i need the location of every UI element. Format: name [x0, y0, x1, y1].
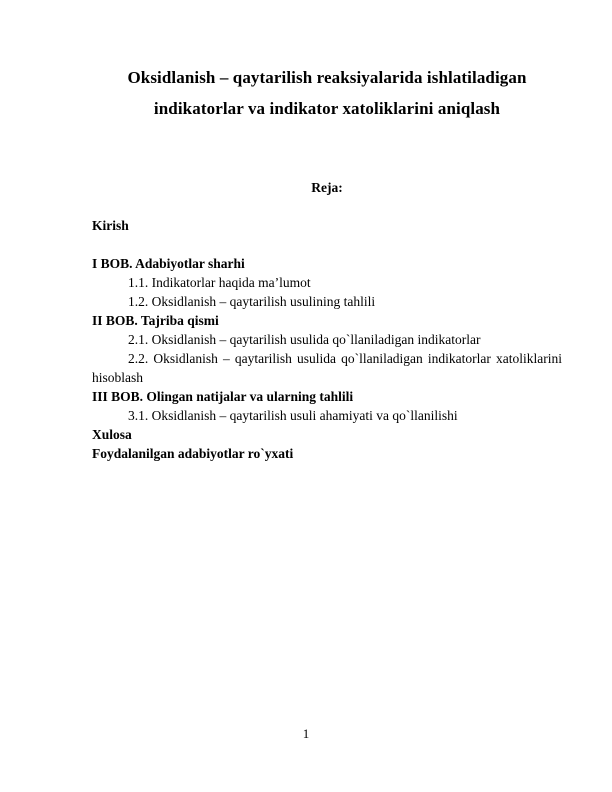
- table-of-contents: [92, 216, 562, 463]
- page-content: [92, 0, 562, 463]
- toc-entry-2-1: 2.1. Oksidlanish – qaytarilish usulida qo`llaniladigan indikatorlar: [128, 332, 481, 347]
- toc-entry-3-1: 3.1. Oksidlanish – qaytarilish usuli ahamiyati va qo`llanilishi: [128, 408, 458, 423]
- toc-entry-references: Foydalanilgan adabiyotlar ro`yxati: [92, 446, 294, 461]
- page-title-line-2: indikatorlar va indikator xatoliklarini aniqlash: [153, 99, 501, 118]
- toc-entry-2-2: 2.2. Oksidlanish – qaytarilish usulida qo`llaniladigan indikatorlar xatoliklarini hisoblash: [92, 351, 562, 385]
- toc-entry-bob-2: II BOB. Tajriba qismi: [92, 313, 219, 328]
- toc-entry-1-1: 1.1. Indikatorlar haqida ma’lumot: [128, 275, 311, 290]
- toc-entry-bob-1: I BOB. Adabiyotlar sharhi: [92, 256, 245, 271]
- toc-entry-xulosa: Xulosa: [92, 427, 132, 442]
- toc-entry-1-2: 1.2. Oksidlanish – qaytarilish usulining tahlili: [128, 294, 376, 309]
- toc-entry-bob-3: III BOB. Olingan natijalar va ularning tahlili: [92, 389, 354, 404]
- toc-entry-kirish: Kirish: [92, 218, 129, 233]
- page-number: 1: [302, 726, 310, 741]
- plan-heading: Reja:: [311, 180, 343, 195]
- page-title: [92, 0, 562, 124]
- page-title-line-1: Oksidlanish – qaytarilish reaksiyalarida ishlatiladigan: [127, 68, 527, 87]
